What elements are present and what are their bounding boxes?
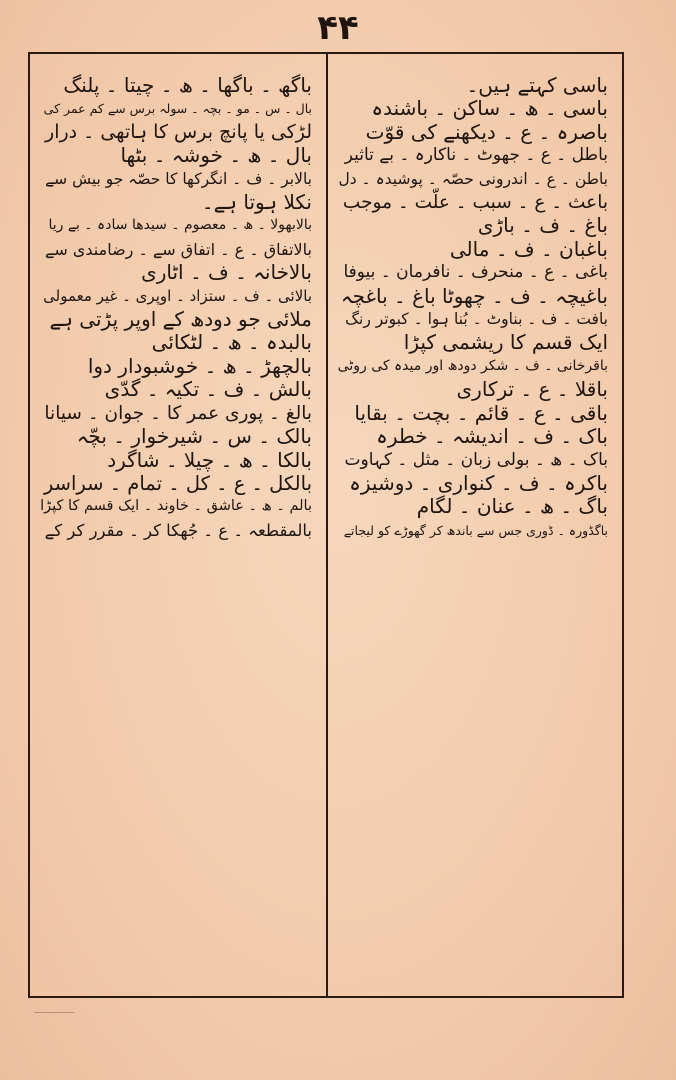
- dictionary-entry: باگڈورہ ۔ ڈوری جس سے باندھ کر گھوڑے کو لیجاتے: [343, 522, 608, 538]
- dictionary-entry: بالچھڑ ۔ ھ ۔ خوشبودار دوا: [87, 353, 312, 378]
- dictionary-frame: [28, 52, 624, 998]
- dictionary-entry: بالغ ۔ پوری عمر کا ۔ جوان ۔ سیانا: [44, 402, 312, 424]
- page-smudge: [34, 1008, 74, 1013]
- dictionary-entry: ایک قسم کا ریشمی کپڑا: [403, 330, 608, 355]
- dictionary-entry: باغی ۔ ع ۔ منحرف ۔ نافرمان ۔ بیوفا: [343, 262, 608, 283]
- dictionary-entry: بالمقطعہ ۔ ع ۔ جُھکا کر ۔ مقرر کر کے: [44, 520, 312, 540]
- dictionary-entry: باطل ۔ ع ۔ جھوٹ ۔ ناکارہ ۔ بے تاثیر: [344, 145, 608, 166]
- dictionary-entry: بالاتفاق ۔ ع ۔ اتفاق سے ۔ رضامندی سے: [45, 239, 312, 259]
- dictionary-entry: بالبدہ ۔ ھ ۔ لٹکائی: [151, 330, 312, 355]
- dictionary-entry: نکلا ہوتا ہے۔: [201, 190, 312, 215]
- dictionary-entry: باک ۔ ھ ۔ بولی زبان ۔ مثل ۔ کہاوت: [344, 449, 608, 470]
- dictionary-entry: لڑکی یا پانچ برس کا ہاتھی ۔ درار: [45, 120, 312, 143]
- dictionary-entry: بالکا ۔ ھ ۔ چیلا ۔ شاگرد: [107, 447, 312, 472]
- dictionary-entry: باطن ۔ ع ۔ اندرونی حصّہ ۔ پوشیدہ ۔ دل: [338, 169, 608, 188]
- dictionary-entry: ملائی جو دودھ کے اوپر پڑتی ہے: [49, 307, 312, 332]
- dictionary-entry: باگھ ۔ باگھا ۔ ھ ۔ چیتا ۔ پلنگ: [63, 73, 312, 97]
- dictionary-entry: بالاخانہ ۔ ف ۔ اٹاری: [141, 260, 312, 285]
- dictionary-entry: باعث ۔ ع ۔ سبب ۔ علّت ۔ موجب: [342, 192, 608, 214]
- dictionary-entry: باغ ۔ ف ۔ باڑی: [477, 213, 608, 238]
- dictionary-entry: باغبان ۔ ف ۔ مالی: [449, 236, 608, 261]
- dictionary-entry: بالائی ۔ ف ۔ ستزاد ۔ اوپری ۔ غیر معمولی: [43, 286, 312, 305]
- left-column: [30, 54, 326, 996]
- dictionary-entry: بالک ۔ س ۔ شیرخوار ۔ بچّہ: [76, 424, 312, 449]
- dictionary-entry: باکرہ ۔ ف ۔ کنواری ۔ دوشیزہ: [349, 470, 608, 495]
- dictionary-entry: باک ۔ ف ۔ اندیشہ ۔ خطرہ: [376, 424, 608, 449]
- dictionary-entry: باسی کہتے ہیں۔: [466, 73, 608, 97]
- dictionary-entry: باغیچہ ۔ ف ۔ چھوٹا باغ ۔ باغچہ: [340, 283, 608, 308]
- dictionary-entry: بال ۔ س ۔ مو ۔ بچہ ۔ سولہ برس سے کم عمر کی: [43, 101, 312, 117]
- dictionary-entry: باصرہ ۔ ع ۔ دیکھنے کی قوّت: [365, 119, 608, 144]
- dictionary-entry: باقلا ۔ ع ۔ ترکاری: [456, 377, 608, 402]
- dictionary-entry: بافت ۔ ف ۔ بناوٹ ۔ بُنا ہوا ۔ کبوتر رنگ: [345, 310, 608, 329]
- dictionary-entry: بال ۔ ھ ۔ خوشہ ۔ بٹھا: [120, 143, 312, 168]
- dictionary-entry: باقی ۔ ع ۔ قائم ۔ بچت ۔ بقایا: [354, 400, 608, 425]
- page-number: ۴۴: [317, 8, 359, 48]
- right-column: [326, 54, 622, 996]
- dictionary-entry: بالابر ۔ ف ۔ انگرکھا کا حصّہ جو بیش سے: [45, 169, 312, 188]
- dictionary-entry: باگ ۔ ھ ۔ عنان ۔ لگام: [416, 494, 608, 519]
- dictionary-entry: بالش ۔ ف ۔ تکیہ ۔ گدّی: [104, 377, 312, 402]
- dictionary-entry: بالابھولا ۔ ھ ۔ معصوم ۔ سیدھا سادہ ۔ بے ریا: [48, 217, 312, 234]
- dictionary-entry: باسی ۔ ھ ۔ ساکن ۔ باشندہ: [371, 96, 608, 121]
- dictionary-entry: باقرخانی ۔ ف ۔ شکر دودھ اور میدہ کی روٹی: [337, 357, 608, 374]
- dictionary-entry: بالکل ۔ ع ۔ کل ۔ تمام ۔ سراسر: [43, 471, 312, 495]
- dictionary-entry: بالم ۔ ھ ۔ عاشق ۔ خاوند ۔ ایک قسم کا کپڑا: [40, 498, 312, 515]
